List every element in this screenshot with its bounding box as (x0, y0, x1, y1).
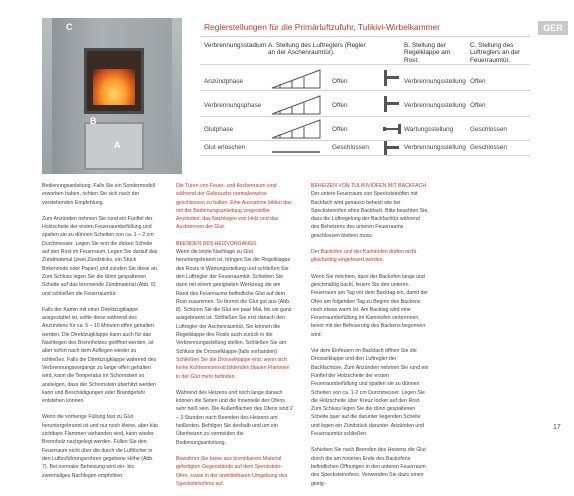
firebox-door (84, 48, 144, 114)
row-stage: Glutphase (204, 126, 234, 133)
table-top-rule (200, 36, 530, 37)
row-c-value: Geschlossen (470, 144, 507, 151)
photo-label-b: B (90, 116, 97, 126)
language-badge: GER (538, 21, 568, 35)
paragraph: Wenn Sie möchten, dass der Backofen lange und gleichmäßig backt, feuern Sie den unteren Feuerraum am Tag vor dem Backtag ein, damit der Ofen am folgenden Tag zu Beginn des Backens noch etwas warm ist. Am Backtag wird eine Feuerraumbefüllung im Kaminofen verbrennen, bevor mit der Befeuerung des Backens begonnen wird. (311, 273, 428, 338)
paragraph: Schieben Sie nach Beenden des Heizens die Glut durch die am hinteren Ende des Backofens befindlichen Öffnungen in den unteren Feuerraum des Specksteinofens. Verwenden Sie dazu einen geeig- (311, 447, 426, 487)
fire-image (93, 69, 135, 105)
row-rule (200, 116, 530, 117)
row-c-value: Geschlossen (470, 126, 507, 133)
regulator-open-icon (270, 68, 322, 90)
section-heading: BEHEIZEN VON TULIKIVIÖFEN MIT BACKFACH (311, 183, 427, 189)
text-column-1 (42, 182, 160, 488)
photo-label-a: A (114, 140, 121, 150)
row-b-value: Verbrennungsstellung (404, 102, 466, 109)
regulator-closed-icon (270, 142, 322, 154)
page-number: 17 (553, 424, 561, 431)
table-title: Reglerstellungen für die Primärluftzufuhr, Tulikivi-Wirbelkammer (204, 22, 440, 32)
regulator-open-icon (270, 94, 322, 116)
stove-photo (42, 18, 182, 174)
row-stage: Glut erloschen (204, 144, 246, 151)
row-rule (200, 155, 530, 156)
warning-paragraph: Schließen Sie die Drosselklappe erst, wenn sich keine Kohlenmonoxid bildenden blauen Flammen in der Glut mehr befinden. (176, 356, 290, 380)
paragraph: Der untere Feuerraum von Specksteinöfen mit Backfach wird genauso beheizt wie bei Specksteinöfen ohne Backfach. Bitte beachten Sie, dass die Luftregelung der Backfachtür während des Beheizens des unteren Feuerraums geschlossen bleiben muss. (311, 191, 429, 239)
row-a-value: Offen (332, 102, 348, 109)
row-rule (200, 64, 530, 65)
grate-combustion-icon (382, 68, 402, 88)
row-b-value: Verbrennungsstellung (404, 144, 466, 151)
paragraph: Wenn die letzte Nachlage zu Glut heruntergebrannt ist, bringen Sie die Regelklappe des Rosts in Wartungsstellung und schließen Sie den Luftregler der Feuerraumtür. Schieben Sie dann mit einem geeigneten Werkzeug die am Rand des Feuerraums befindliche Glut auf dem Rost zusammen. So brennt die Glut gut aus (Abb. 8). Schüren Sie die Glut ein paar Mal, bis sie ganz ausgebrannt ist. Schließen Sie erst danach den Luftregler der Aschenraumtür. Sie können die Regelklappe des Rosts auch zurück in die Verbrennungsstellung stellen. Schließen Sie am Schluss die Drosselklappe (falls vorhanden). (176, 249, 292, 355)
row-a-value: Offen (332, 126, 348, 133)
paragraph: Falls der Kamin mit einer Direktzugklappe ausgestattet ist, sollte diese während des Anzündens für ca. 5 – 10 Minuten offen gehalten werden. Die Direktzugklappe kann auch für das Nachlegen des Brennholzes geöffnet werden, ist aber sofort nach dem Auflegen wieder zu schließen. Falls die Direktzugklappe während des Verbrennungsvorgangs zu lange offen gehalten wird, kann die Temperatur im Schornstein so ansteigen, dass der Schornstein überhitzt werden kann und Beschädigungen oder Brandgefahr entstehen können. (42, 306, 157, 405)
row-c-value: Offen (470, 78, 486, 85)
warning-paragraph: Die Türen von Feuer- und Aschenraum sind während der Gebrauchs normalerweise geschlossen zu halten. Eine Ausnahme bilden das mit der Bedienungsanleitung vorgestellte Anzünden, das Nachlegen von Holz und das Ausbrennen der Glut. (176, 183, 292, 231)
regulator-open-icon (270, 118, 322, 140)
paragraph: Bedienungsanleitung. Falls Sie ein Sondermodell erworben haben, richten Sie sich nach der vorstehenden Empfehlung. (42, 183, 156, 206)
row-stage: Anzündphase (204, 78, 244, 85)
header-b: B. Stellung der Regelklappe am Rost. (404, 42, 451, 64)
text-column-2 (176, 182, 294, 496)
text-column-3 (311, 182, 429, 496)
grate-maintenance-icon (382, 120, 402, 138)
paragraph: Während des Heizens und noch lange danach können die Seiten und die Innenteile des Ofens sehr heiß sein. Die Außenflächen des Ofens sind 2 – 3 Stunden nach Beenden des Heizens am heißesten. Befolgen Sie deshalb und um ein Überheizen zu vermeiden die Bedienungsanleitung. (176, 389, 293, 446)
row-b-value: Verbrennungsstellung (404, 78, 466, 85)
row-a-value: Geschlossen (332, 144, 369, 151)
row-rule (200, 140, 530, 141)
grate-combustion-icon (382, 140, 402, 156)
row-b-value: Wartungsstellung (404, 126, 454, 133)
paragraph: Wenn die vorherige Füllung fast zu Glut heruntergebrannt ist und nur noch kleine, aber klar sichtbare Flammen vorhanden sind, kann wieder Brennholz nachgelegt werden. Füllen Sie den Feuerraum nicht über die durch die Luftlöcher in den Luftzuführungsrohren gegebene Höhe (Abb. 7). Bei normaler Beheizung wird ein- bis zweimaliges Nachlegen empfohlen. (42, 414, 159, 479)
paragraph: Vor dem Einfeuern im Backfach öffnen Sie die Drosselklappe und den Luftregler der Backfachtüre. Zum Anzünden nehmen Sie rund ein Fünftel der Holzscheite der ersten Feuerraumbefüllung und spalten sie zu dünnen Scheiten von ca. 1-2 cm Durchmesser. Legen Sie die Holzscheite über Kreuz locker auf den Rost. Zum Schluss legen Sie die dünn gespaltenen Scheite quer auf die darunter liegenden Scheite und legen ein Zündstück darunter. Anzünden und Feuerraumtür schließen. (311, 348, 429, 438)
paragraph: Zum Anzünden nehmen Sie rund ein Fünftel der Holzscheite der ersten Feuerraumbefüllung und spalten sie zu dünnen Scheiten von ca. 1 – 2 cm Durchmesser. Legen Sie erst die dicken Scheite auf den Rost im Feuerraum. Legen Sie darauf das Zündmaterial (zwei Zündsticks, ein Stück Birkenrinde oder Papier) und zünden Sie diese an. Zum Schluss legen Sie die dünn gespaltenen Scheite auf das brennende Zündmaterial (Abb. 6) und schließen die Feuerraumtür. (42, 215, 159, 297)
grate-combustion-icon (382, 94, 402, 114)
photo-label-c: C (66, 22, 73, 32)
section-heading: BEENDEN DES HEIZVORGANGS (176, 240, 257, 247)
row-a-value: Offen (332, 78, 348, 85)
warning-paragraph: Der Backofen und der Kaminofen dürfen nicht gleichzeitig eingefeuert werden. (311, 249, 417, 264)
row-stage: Verbrennungsphase (204, 102, 262, 109)
header-a: A. Stellung des Luftreglers (Regler an der Aschenraumtür). (268, 42, 366, 57)
row-c-value: Offen (470, 102, 486, 109)
row-rule (200, 90, 530, 91)
header-stage: Verbrennungsstadium (204, 42, 267, 49)
warning-paragraph: Bewahren Sie keine aus brennbarem Material gefertigten Gegenstände auf dem Speckstein-Ofen, sowie in der unmittelbaren Umgebung des Specksteinofens auf. (176, 455, 288, 487)
header-c: C. Stellung des Luftreglers an der Feuerraumtür. (470, 42, 521, 64)
